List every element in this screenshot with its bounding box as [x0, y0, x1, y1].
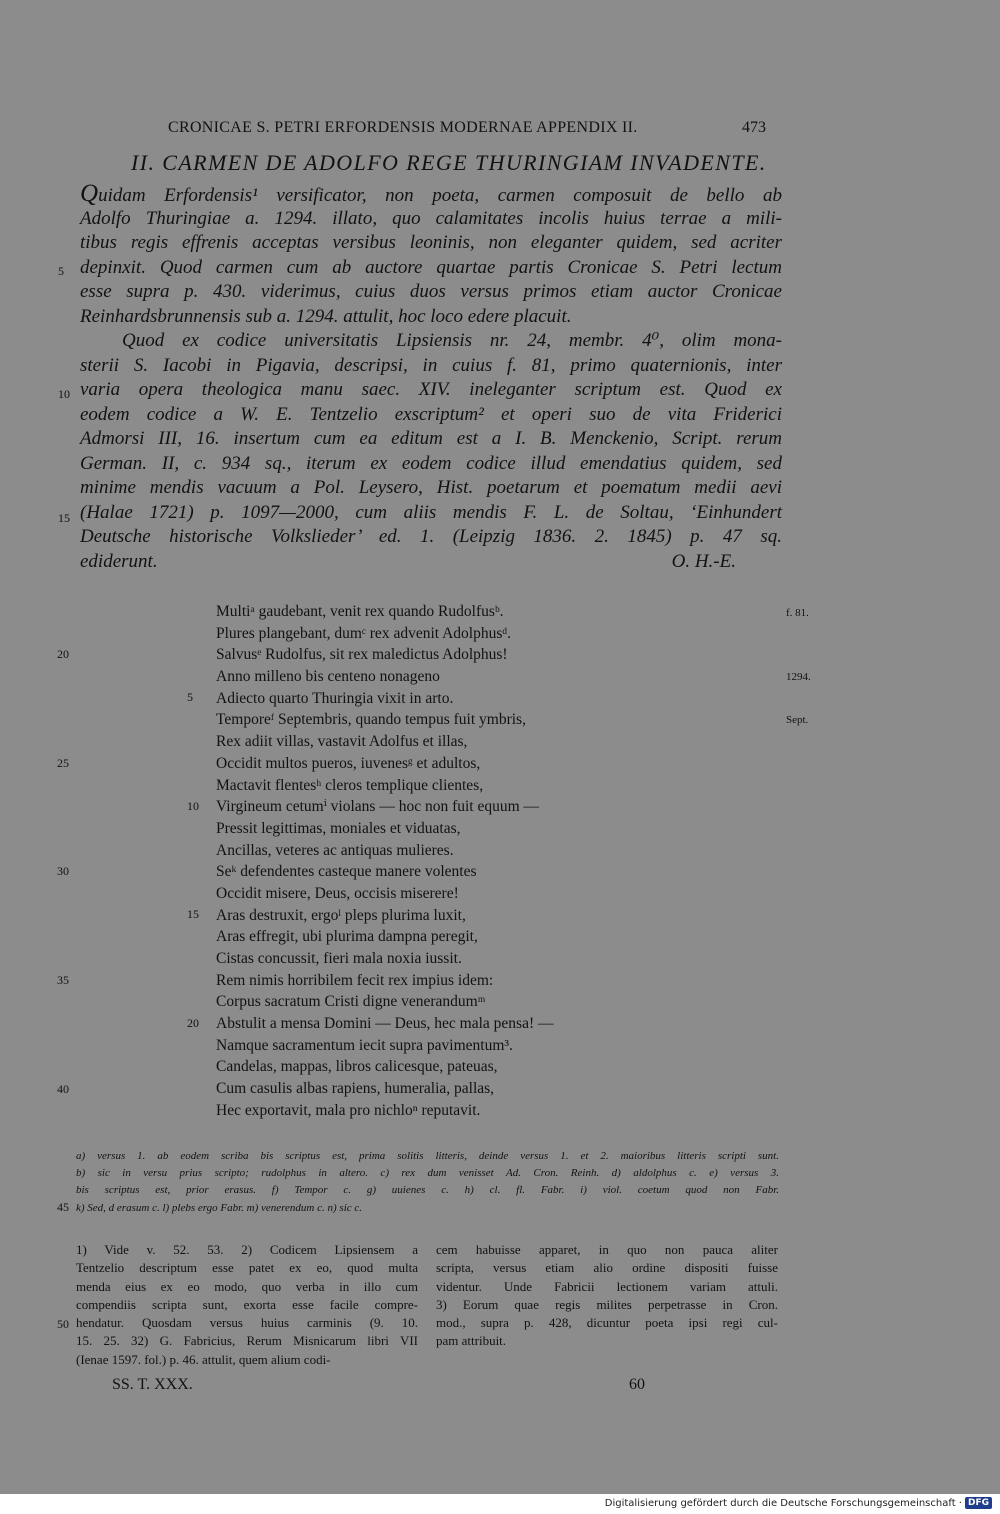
verse-line: Rem nimis horribilem fecit rex impius idem:: [216, 971, 494, 989]
intro-line: Deutsche historische Volkslieder’ ed. 1. (Leipzig 1836. 2. 1845) p. 47 sq.: [80, 526, 782, 547]
verse-line: Ancillas, veteres ac antiquas mulieres.: [216, 841, 454, 859]
intro-line: esse supra p. 430. viderimus, cuius duos versus primos etiam auctor Cronicae: [80, 281, 782, 302]
verse-line: Candelas, mappas, libros calicesque, pateuas,: [216, 1058, 498, 1076]
intro-line: sterii S. Iacobi in Pigavia, descripsi, in cuius f. 81, primo quaternionis, inter: [80, 354, 782, 376]
margin-line-number: 20: [57, 647, 69, 661]
side-note-year: 1294.: [786, 671, 811, 683]
footnote-line: scripta, versus etiam alio ordine dispositi fuisse: [436, 1260, 778, 1276]
verse-line: Seᵏ defendentes casteque manere volentes: [216, 863, 477, 881]
verse-line: Mactavit flentesʰ cleros templique clientes,: [216, 776, 484, 794]
verse-line: Salvusᵉ Rudolfus, sit rex maledictus Adolphus!: [216, 646, 508, 664]
verse-number: 20: [187, 1016, 199, 1030]
verse-line: Virgineum cetumⁱ violans — hoc non fuit equum —: [216, 798, 540, 816]
intro-line: Admorsi III, 16. insertum cum ea editum est a I. B. Menckenio, Script. rerum: [80, 428, 782, 449]
margin-line-number: 45: [57, 1200, 69, 1214]
intro-line: Quidam Erfordensis¹ versificator, non poeta, carmen composuit de bello ab: [80, 180, 782, 207]
credit-text: Digitalisierung gefördert durch die Deutsche Forschungsgemeinschaft ·: [604, 1497, 962, 1509]
intro-line: eodem codice a W. E. Tentzelio exscriptum² et operi suo de vita Friderici: [80, 403, 782, 425]
verse-line: Rex adiit villas, vastavit Adolfus et illas,: [216, 733, 468, 751]
intro-line: depinxit. Quod carmen cum ab auctore quartae partis Cronicae S. Petri lectum: [80, 256, 782, 278]
verse-line: Namque sacramentum iecit supra pavimentum³.: [216, 1036, 513, 1054]
apparatus-line: k) Sed, d erasum c. l) plebs ergo Fabr. m) venerendum c. n) sic c.: [76, 1201, 363, 1214]
verse-line: Pressit legittimas, moniales et viduatas,: [216, 819, 461, 837]
intro-line: Adolfo Thuringiae a. 1294. illato, quo calamitates incolis huius terrae a mili-: [80, 207, 782, 229]
introduction: [80, 182, 782, 574]
verse-line: Cum casulis albas rapiens, humeralia, pallas,: [216, 1080, 495, 1098]
verse-line: Corpus sacratum Cristi digne venerandumᵐ: [216, 993, 486, 1011]
drop-cap: Q: [80, 180, 99, 207]
section-title: II. CARMEN DE ADOLFO REGE THURINGIAM INVADENTE.: [131, 150, 767, 175]
intro-line: tibus regis effrenis acceptas versibus leoninis, non eleganter quidem, sed acriter: [80, 232, 782, 253]
sheet-signature: 60: [629, 1376, 645, 1393]
verse-line: Anno milleno bis centeno nonageno: [216, 668, 440, 686]
margin-line-number: 25: [57, 756, 69, 770]
footnote-line: 1) Vide v. 52. 53. 2) Codicem Lipsiensem a: [76, 1242, 418, 1257]
intro-line: German. II, c. 934 sq., iterum ex eodem codice illud emendatius quidem, sed: [80, 452, 782, 474]
margin-line-number: 15: [58, 511, 70, 525]
digitization-credit: [605, 1497, 992, 1509]
footnote-line: hendatur. Quosdam versus huius carminis (9. 10.: [76, 1315, 418, 1331]
running-header: CRONICAE S. PETRI ERFORDENSIS MODERNAE APPENDIX II.: [168, 119, 638, 136]
verse-line: Aras effregit, ubi plurima dampna peregit,: [216, 928, 478, 946]
verse-line: Occidit misere, Deus, occisis miserere!: [216, 884, 459, 902]
side-note-month: Sept.: [786, 714, 809, 726]
verse-line: Occidit multos pueros, iuvenesᵍ et adultos,: [216, 754, 481, 772]
page-number: 473: [742, 119, 766, 136]
footnote-line: mod., supra p. 428, dicuntur poeta ipsi regi cul-: [436, 1315, 778, 1331]
footnote-line: (Ienae 1597. fol.) p. 46. attulit, quem alium codi-: [76, 1351, 331, 1367]
footnote-line: videntur. Unde Fabricii lectionem variam attuli.: [436, 1278, 778, 1294]
footnote-line: pam attribuit.: [436, 1333, 507, 1349]
verse-number: 15: [187, 907, 199, 921]
footnotes-right-column: [436, 1241, 778, 1351]
footnotes-left-column: [76, 1241, 418, 1369]
margin-line-number: 30: [57, 864, 69, 878]
verse-line: Temporeᶠ Septembris, quando tempus fuit ymbris,: [216, 711, 526, 729]
footnote-line: Tentzelio descriptum esse patet ex eo, quod multa: [76, 1260, 418, 1276]
footnote-line: 15. 25. 32) G. Fabricius, Rerum Misnicarum libri VII: [76, 1333, 418, 1349]
side-note-folio: f. 81.: [786, 607, 809, 619]
margin-line-number: 5: [58, 264, 64, 278]
intro-line: Quod ex codice universitatis Lipsiensis nr. 24, membr. 4⁰, olim mona-: [122, 330, 782, 351]
intro-line: varia opera theologica manu saec. XIV. ineleganter scriptum est. Quod ex: [80, 379, 782, 400]
verse-line: Cistas concussit, fieri mala noxia iussit.: [216, 950, 462, 967]
verse-line: Plures plangebant, dumᶜ rex advenit Adolphusᵈ.: [216, 624, 512, 642]
verse-number: 10: [187, 799, 199, 813]
series-signature: SS. T. XXX.: [112, 1376, 193, 1393]
footnote-line: 3) Eorum quae regis milites perpetrasse in Cron.: [436, 1296, 778, 1312]
footnote-line: compendiis scripta sunt, exorta esse facile compre-: [76, 1296, 418, 1312]
verse-number: 5: [187, 690, 193, 704]
footnote-line: menda eius ex eo modo, quo verba in illo cum: [76, 1278, 418, 1294]
intro-line: minime mendis vacuum a Pol. Leysero, Hist. poetarum et poematum medii aevi: [80, 477, 782, 498]
apparatus-line: a) versus 1. ab eodem scriba bis scriptus est, prima solitis litteris, deinde versus 1. et 2. maioribus litteris scripti sunt.: [76, 1150, 779, 1162]
verse-line: Adiecto quarto Thuringia vixit in arto.: [216, 689, 454, 707]
margin-line-number: 10: [58, 387, 70, 401]
intro-line: ediderunt. O. H.-E.: [80, 550, 782, 575]
footnote-line: cem habuisse apparet, in quo non pauca aliter: [436, 1242, 778, 1257]
margin-line-number: 40: [57, 1082, 69, 1096]
verse-line: Abstulit a mensa Domini — Deus, hec mala pensa! —: [216, 1015, 554, 1033]
apparatus-line: b) sic in versu prius scripto; rudolphus in altero. c) rex dum venisset Ad. Cron. Reinh. d) aldolphus c. e) versus 3.: [76, 1167, 779, 1180]
critical-apparatus: [76, 1148, 779, 1217]
verse-line: Hec exportavit, mala pro nichloⁿ reputavit.: [216, 1101, 481, 1119]
margin-line-number: 35: [57, 973, 69, 987]
intro-line: (Halae 1721) p. 1097—2000, cum aliis mendis F. L. de Soltau, ‘Einhundert: [80, 501, 782, 523]
margin-line-number: 50: [57, 1317, 69, 1331]
editor-signature: O. H.-E.: [671, 550, 736, 572]
dfg-logo[interactable]: DFG: [965, 1497, 992, 1509]
poem: [216, 601, 553, 1122]
intro-line: Reinhardsbrunnensis sub a. 1294. attulit, hoc loco edere placuit.: [80, 305, 572, 327]
verse-line: Multiᵃ gaudebant, venit rex quando Rudolfusᵇ.: [216, 603, 504, 620]
apparatus-line: bis scriptus est, prior erasus. f) Tempor c. g) uuienes c. h) cl. fl. Fabr. i) viol. coetum quod non Fabr.: [76, 1184, 779, 1197]
verse-line: Aras destruxit, ergoˡ pleps plurima luxit,: [216, 906, 466, 924]
